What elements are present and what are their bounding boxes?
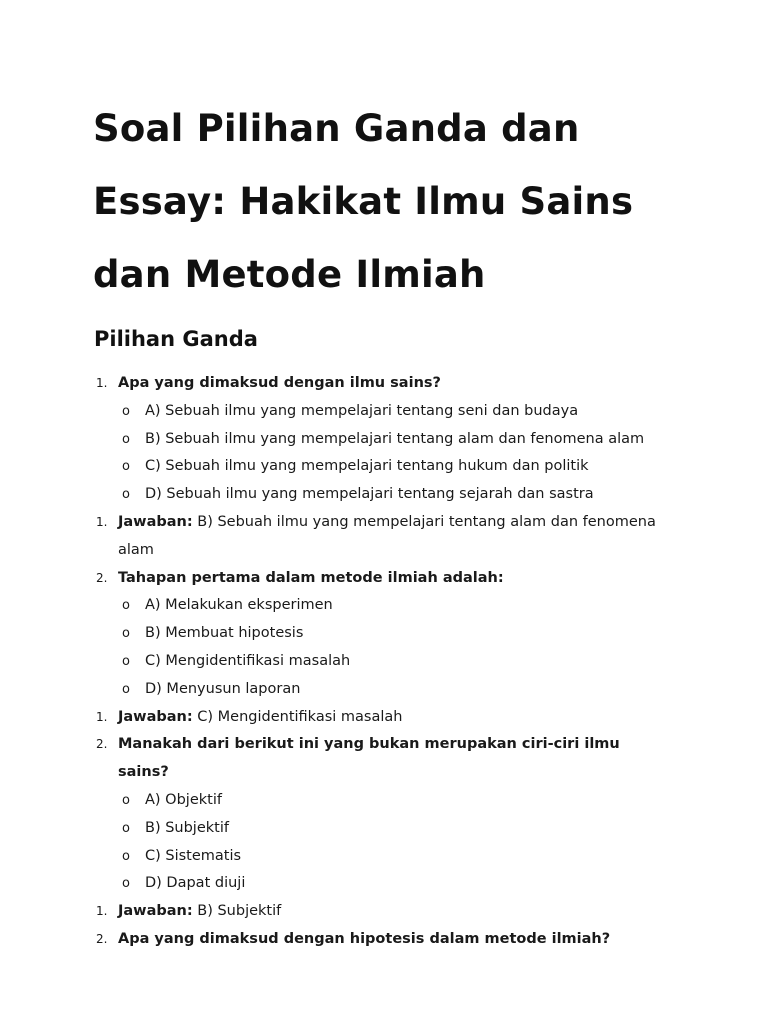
answer-item [0,509,658,565]
answer-item [0,898,658,926]
answer-label: Jawaban: [118,513,193,530]
question-item [0,565,658,593]
answer-item [0,704,658,732]
section-heading: Pilihan Ganda [94,327,258,351]
option-item [0,870,665,898]
answer-label: Jawaban: [118,708,193,725]
option-bullet: o [122,403,130,419]
option-bullet: o [122,681,130,697]
answer-text: C) Mengidentifikasi masalah [197,708,403,725]
list-number: 2. [96,737,108,752]
question-text: Apa yang dimaksud dengan hipotesis dalam metode ilmiah? [118,930,611,947]
question-text: Tahapan pertama dalam metode ilmiah adalah: [118,569,504,586]
option-bullet: o [122,487,130,503]
option-text: C) Sebuah ilmu yang mempelajari tentang hukum dan politik [145,458,589,475]
list-number: 2. [96,931,108,946]
question-item [0,370,658,398]
option-text: A) Sebuah ilmu yang mempelajari tentang seni dan budaya [145,402,579,419]
option-item [0,787,665,815]
option-text: C) Mengidentifikasi masalah [145,652,351,669]
option-item [0,592,665,620]
option-bullet: o [122,598,130,614]
option-item [0,815,665,843]
option-item [0,453,665,481]
list-number: 2. [96,570,108,585]
option-bullet: o [122,653,130,669]
option-item [0,676,665,704]
option-text: A) Melakukan eksperimen [145,597,333,614]
question-item [0,731,658,787]
option-text: B) Membuat hipotesis [145,625,304,642]
list-number: 1. [96,709,108,724]
answer-label: Jawaban: [118,903,193,920]
list-number: 1. [96,514,108,529]
answer-text: B) Sebuah ilmu yang mempelajari tentang alam dan fenomena alam [118,513,656,558]
list-number: 1. [96,376,108,390]
option-bullet: o [122,431,130,447]
option-bullet: o [122,876,130,892]
option-text: B) Sebuah ilmu yang mempelajari tentang alam dan fenomena alam [145,430,645,447]
option-text: D) Sebuah ilmu yang mempelajari tentang sejarah dan sastra [145,486,594,503]
option-item [0,481,665,509]
option-item [0,398,665,426]
option-text: B) Subjektif [145,819,229,836]
option-item [0,648,665,676]
option-text: C) Sistematis [145,847,242,864]
question-list [0,370,768,954]
option-item [0,843,665,871]
question-item [0,926,658,954]
option-bullet: o [122,820,130,836]
option-bullet: o [122,848,130,864]
option-item [0,426,665,454]
answer-text: B) Subjektif [197,903,282,920]
option-text: D) Menyusun laporan [145,680,301,697]
option-item [0,620,665,648]
question-text: Apa yang dimaksud dengan ilmu sains? [118,375,441,391]
option-text: D) Dapat diuji [145,875,246,892]
list-number: 1. [96,904,108,919]
page-title: Soal Pilihan Ganda dan Essay: Hakikat Ilmu Sains dan Metode Ilmiah [93,107,634,296]
option-bullet: o [122,792,130,808]
option-text: A) Objektif [145,791,222,808]
question-text: Manakah dari berikut ini yang bukan merupakan ciri-ciri ilmu sains? [118,736,620,781]
option-bullet: o [122,459,130,475]
option-bullet: o [122,626,130,642]
